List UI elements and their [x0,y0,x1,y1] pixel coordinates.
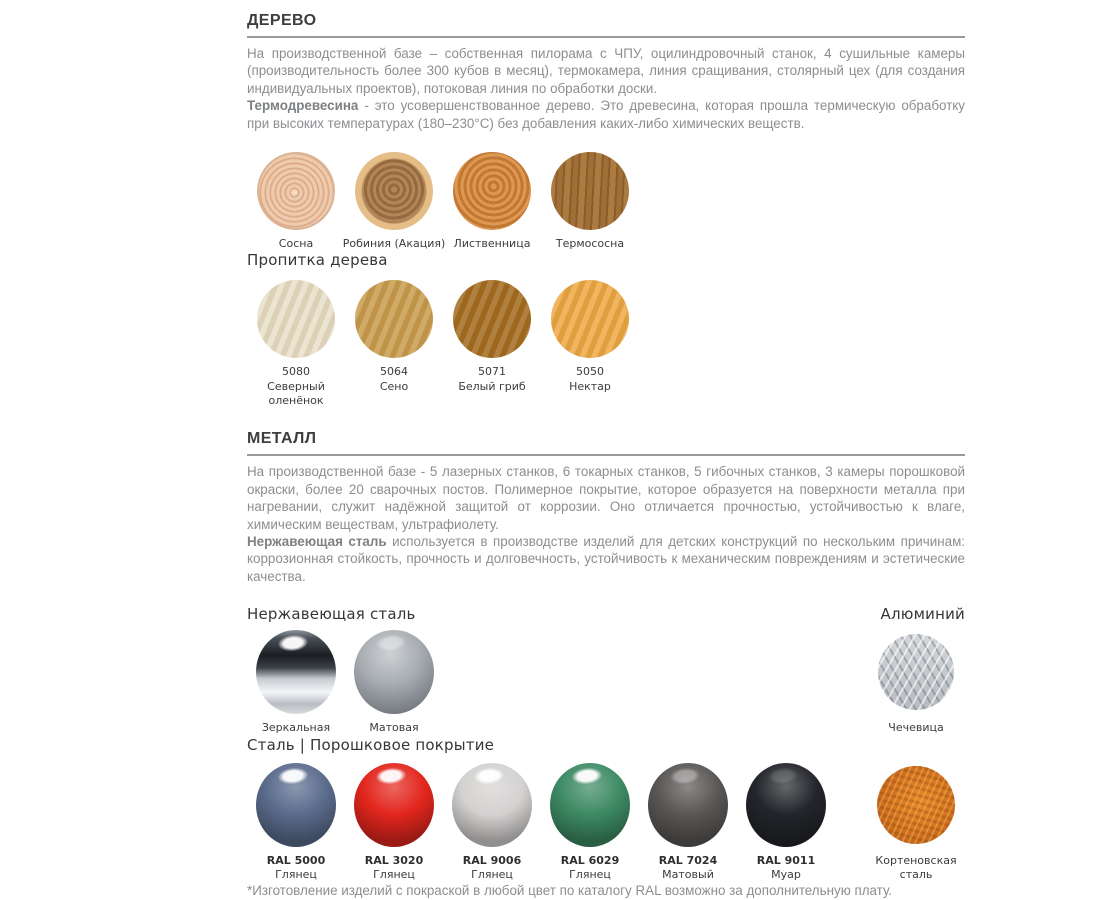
swatch-label [463,854,521,883]
swatch-thermopine [541,152,639,251]
swatch-5050 [541,280,639,394]
swatch-ral-5000 [247,763,345,883]
impregnation-name: Нектар [569,379,611,393]
swatch-label: Лиственница [453,237,531,251]
swatch-matte-steel [345,630,443,735]
impregnation-5064-swatch-icon [355,280,433,358]
ral-code: RAL 7024 [658,853,718,867]
swatch-label: Термососна [555,237,625,251]
swatch-label [267,854,325,883]
metal-intro-paragraph: На производственной базе - 5 лазерных станков, 6 токарных станков, 5 гибочных станков, 3 камеры порошковой окраски, более 20 сварочных постов. Полимерное покрытие, которое образуется на поверхности металла при нагревании, служит надёжной защитой от коррозии. Оно отличается прочностью, устойчивостью к влаге, химическим веществам, ультрафиолету. [247,464,965,532]
impregnation-code: 5071 [478,365,506,379]
finish-name: Муар [771,867,801,881]
powder-coating-row [247,763,965,883]
finish-name: Глянец [275,867,317,881]
corten-steel-swatch-icon [877,766,955,844]
ral-code: RAL 6029 [560,853,620,867]
wood-species-row [247,152,965,251]
finish-name: Глянец [471,867,513,881]
metal-section-title: МЕТАЛЛ [247,430,317,448]
swatch-aluminum-lentil [867,630,965,735]
swatch-label [569,365,611,394]
impregnation-5050-swatch-icon [551,280,629,358]
swatch-label [380,365,408,394]
metal-subheads-row [247,605,965,623]
pine-wood-swatch-icon [257,152,335,230]
diamond-plate-swatch-icon [878,634,954,710]
stainless-row [247,630,965,735]
swatch-label [757,854,815,883]
impregnation-name: Северный оленёнок [267,379,325,407]
swatch-art [256,630,336,714]
swatch-ral-9011 [737,763,835,883]
ral-3020-sphere-icon [354,763,434,847]
swatch-art [648,763,728,847]
swatch-label: Чечевица [888,721,944,735]
impregnation-code: 5080 [282,365,310,379]
ral-6029-sphere-icon [550,763,630,847]
swatch-ral-6029 [541,763,639,883]
section-divider [247,36,965,38]
ral-code: RAL 3020 [364,853,424,867]
swatch-art [452,763,532,847]
swatch-ral-3020 [345,763,443,883]
ral-9006-sphere-icon [452,763,532,847]
wood-section-title: ДЕРЕВО [247,12,317,29]
section-divider [247,454,965,456]
swatch-label: Кортеновская сталь [875,853,957,881]
finish-name: Глянец [373,867,415,881]
materials-catalog-page [247,12,965,900]
swatch-label [365,854,423,883]
swatch-art [256,763,336,847]
swatch-label: Сосна [278,237,314,251]
ral-code: RAL 9011 [756,853,816,867]
swatch-acacia [342,152,446,251]
ral-code: RAL 9006 [462,853,522,867]
impregnation-code: 5064 [380,365,408,379]
impregnation-row [247,280,965,408]
swatch-art [354,763,434,847]
larch-wood-swatch-icon [453,152,531,230]
impregnation-name: Сено [379,379,409,393]
impregnation-title: Пропитка дерева [247,251,388,270]
thermopine-wood-swatch-icon [551,152,629,230]
wood-section [247,12,965,408]
swatch-label [561,854,619,883]
swatch-label: Матовая [369,721,419,735]
swatch-label: Робиния (Акация) [342,237,446,251]
swatch-5064 [345,280,443,394]
impregnation-5071-swatch-icon [453,280,531,358]
impregnation-5080-swatch-icon [257,280,335,358]
finish-name: Матовый [662,867,714,881]
swatch-ral-7024 [639,763,737,883]
swatch-5071 [443,280,541,394]
swatch-art [746,763,826,847]
swatch-art [354,630,434,714]
mirror-steel-sphere-icon [256,630,336,714]
impregnation-name: Белый гриб [458,379,526,393]
ral-code: RAL 5000 [266,853,326,867]
swatch-mirror-steel [247,630,345,735]
swatch-label: Зеркальная [261,721,331,735]
ral-footnote: *Изготовление изделий с покраской в любой цвет по каталогу RAL возможно за дополнительную плату. [247,883,893,899]
stainless-steel-title: Нержавеющая сталь [247,605,416,624]
aluminum-title: Алюминий [880,605,965,624]
swatch-label [247,365,345,408]
matte-steel-sphere-icon [354,630,434,714]
swatch-pine [247,152,345,251]
impregnation-code: 5050 [575,365,604,379]
thermowood-term: Термодревесина [247,98,359,114]
ral-9011-sphere-icon [746,763,826,847]
swatch-label [659,854,717,883]
finish-name: Глянец [569,867,611,881]
swatch-art [877,763,955,847]
swatch-5080 [247,280,345,408]
stainless-paragraph [247,533,965,585]
powder-coating-title: Сталь | Порошковое покрытие [247,735,495,754]
stainless-term: Нержавеющая сталь [247,533,387,549]
thermowood-description: - это усовершенствованное дерево. Это древесина, которая прошла термическую обработку при высоких температурах (180–230°C) без добавления каких-либо химических веществ. [247,98,965,131]
swatch-corten [867,763,965,883]
wood-intro-paragraph: На производственной базе – собственная пилорама с ЧПУ, оцилиндровочный станок, 4 сушильные камеры (производительность более 300 кубов в месяц), термокамера, линия сращивания, столярный цех (для создания индивидуальных проектов), потоковая линия по обработки доски. [247,46,965,96]
swatch-label [458,365,525,394]
swatch-art [878,630,954,714]
metal-section [247,430,965,882]
swatch-art [550,763,630,847]
acacia-wood-swatch-icon [355,152,433,230]
swatch-ral-9006 [443,763,541,883]
ral-5000-sphere-icon [256,763,336,847]
thermowood-paragraph [247,97,965,132]
ral-7024-sphere-icon [648,763,728,847]
stainless-description: используется в производстве изделий для детских конструкций по нескольким причинам: коррозионная стойкость, прочность и долговечность, устойчивость к механическим повреждениям и эстетические качества. [247,533,966,584]
swatch-larch [443,152,541,251]
